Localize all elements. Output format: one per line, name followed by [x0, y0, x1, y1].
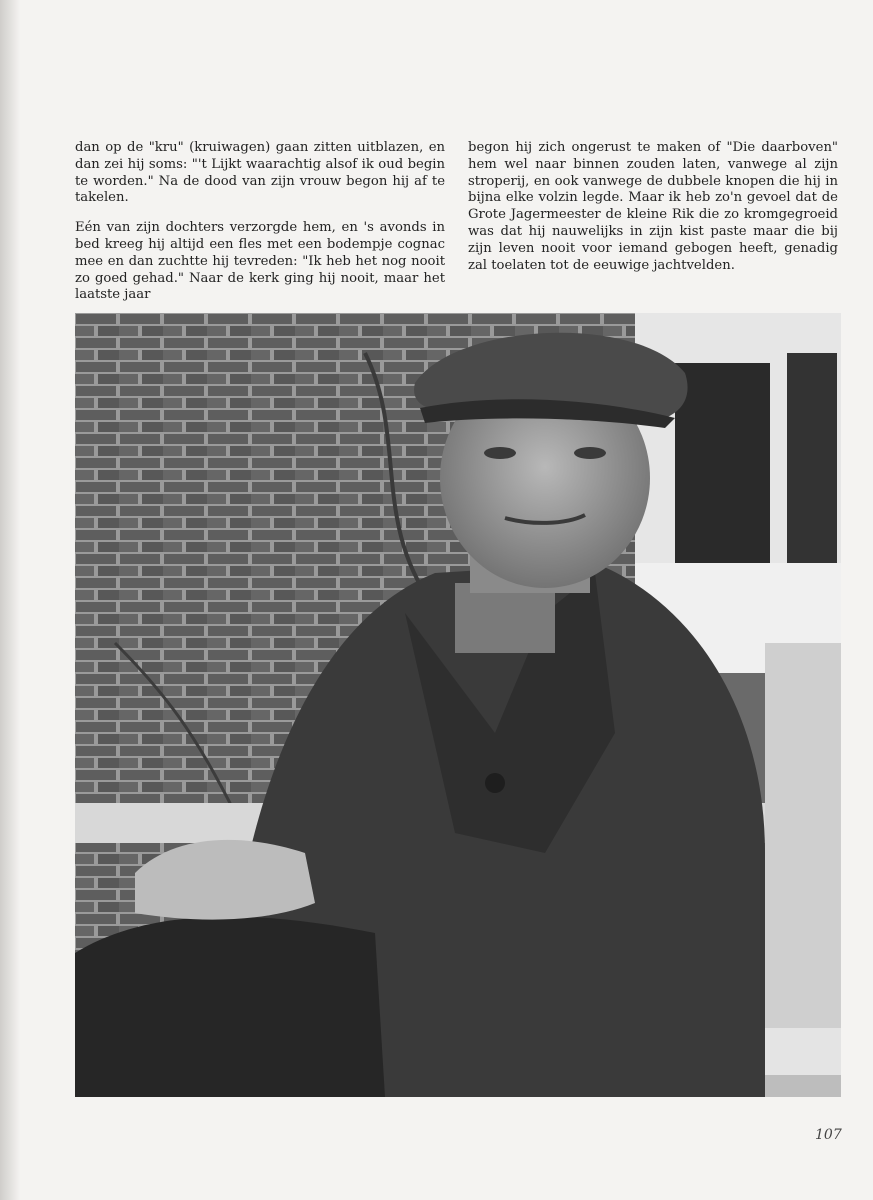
paragraph: begon hij zich ongerust te maken of "Die daarboven" hem wel naar binnen zouden laten, vanwege al zijn stroperij, en ook vanwege de dubbele knopen die hij in bijna elke volzin legde. Maar ik heb zo'n gevoel dat de Grote Jagermeester de kleine Rik die zo kromgegroeid was dat hij nauwelijks in zijn kist paste maar die bij zijn leven nooit voor iemand gebogen heeft, genadig zal toelaten tot de eeuwige jachtvelden.	[468, 140, 838, 273]
paragraph: Eén van zijn dochters verzorgde hem, en 's avonds in bed kreeg hij altijd een fles met een bodempje cognac mee en dan zuchtte hij tevreden: "Ik heb het nog nooit zo goed gehad." Naar de kerk ging hij nooit, maar het laatste jaar	[75, 220, 445, 303]
page-binding-shadow	[0, 0, 20, 1200]
text-column-right	[468, 140, 838, 287]
photo-illustration	[75, 313, 841, 1097]
text-column-left	[75, 140, 445, 317]
page-number: 107	[815, 1127, 842, 1143]
paragraph: dan op de "kru" (kruiwagen) gaan zitten uitblazen, en dan zei hij soms: "'t Lijkt waarachtig alsof ik oud begin te worden." Na de dood van zijn vrouw begon hij af te takelen.	[75, 140, 445, 206]
portrait-photo	[75, 313, 841, 1097]
